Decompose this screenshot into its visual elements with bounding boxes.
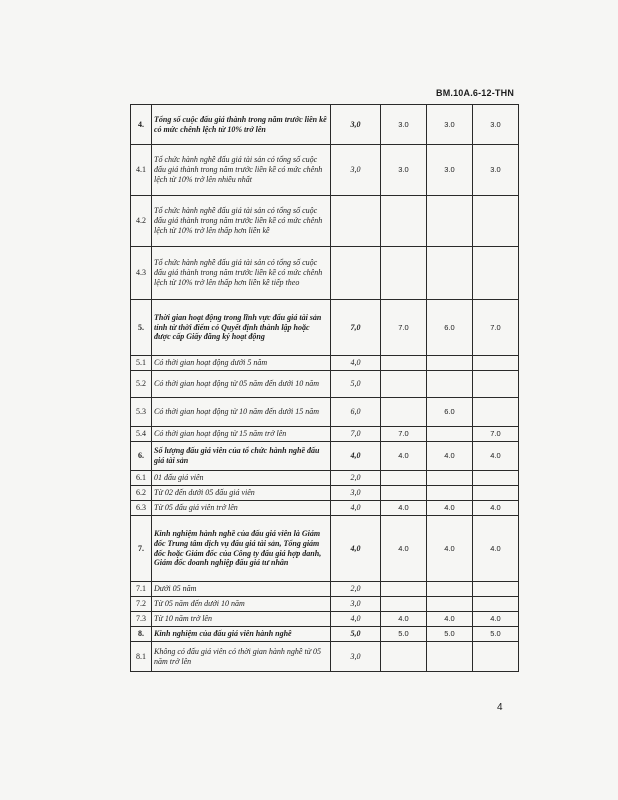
score-cell-3 bbox=[473, 582, 519, 597]
score-cell-3: 4.0 bbox=[473, 442, 519, 471]
score-cell-2 bbox=[427, 371, 473, 398]
criterion-cell: Tổ chức hành nghề đấu giá tài sản có tổng số cuộc đấu giá thành trong năm trước liền kề có mức chênh lệch từ 10% trở lên thấp hơn liền kề bbox=[152, 196, 331, 247]
criterion-cell: Tổ chức hành nghề đấu giá tài sản có tổng số cuộc đấu giá thành trong năm trước liền kề có mức chênh lệch từ 10% trở lên nhiều nhất bbox=[152, 145, 331, 196]
row-number-cell: 6.1 bbox=[131, 471, 152, 486]
table-row bbox=[131, 471, 519, 486]
score-cell-2: 4.0 bbox=[427, 501, 473, 516]
table-row bbox=[131, 371, 519, 398]
score-cell-1 bbox=[381, 398, 427, 427]
score-cell-1: 7.0 bbox=[381, 300, 427, 356]
score-cell-1 bbox=[381, 247, 427, 300]
score-cell-3 bbox=[473, 471, 519, 486]
row-number-cell: 4. bbox=[131, 105, 152, 145]
max-score-cell: 3,0 bbox=[331, 486, 381, 501]
criterion-cell: Có thời gian hoạt động từ 15 năm trở lên bbox=[152, 427, 331, 442]
row-number-cell: 7.1 bbox=[131, 582, 152, 597]
score-cell-2 bbox=[427, 642, 473, 672]
score-cell-1 bbox=[381, 486, 427, 501]
row-number-cell: 6.3 bbox=[131, 501, 152, 516]
criterion-cell: Kinh nghiệm của đấu giá viên hành nghề bbox=[152, 627, 331, 642]
max-score-cell: 6,0 bbox=[331, 398, 381, 427]
score-cell-2 bbox=[427, 196, 473, 247]
table-row bbox=[131, 105, 519, 145]
criterion-cell: Tổng số cuộc đấu giá thành trong năm trước liền kề có mức chênh lệch từ 10% trở lên bbox=[152, 105, 331, 145]
row-number-cell: 6.2 bbox=[131, 486, 152, 501]
max-score-cell: 4,0 bbox=[331, 356, 381, 371]
criterion-cell: Từ 10 năm trở lên bbox=[152, 612, 331, 627]
max-score-cell: 5,0 bbox=[331, 627, 381, 642]
score-cell-3 bbox=[473, 486, 519, 501]
table-row bbox=[131, 398, 519, 427]
max-score-cell: 3,0 bbox=[331, 145, 381, 196]
row-number-cell: 8.1 bbox=[131, 642, 152, 672]
score-cell-3 bbox=[473, 642, 519, 672]
criterion-cell: Kinh nghiệm hành nghề của đấu giá viên là Giám đốc Trung tâm dịch vụ đấu giá tài sản, Tổng giám đốc hoặc Giám đốc của Công ty đấu giá hợp danh, Giám đốc doanh nghiệp đấu giá tư nhân bbox=[152, 516, 331, 582]
document-code: BM.10A.6-12-THN bbox=[436, 88, 515, 98]
score-cell-1 bbox=[381, 582, 427, 597]
score-cell-3: 4.0 bbox=[473, 612, 519, 627]
score-cell-2: 6.0 bbox=[427, 398, 473, 427]
max-score-cell: 4,0 bbox=[331, 612, 381, 627]
score-cell-1: 4.0 bbox=[381, 612, 427, 627]
score-cell-2 bbox=[427, 356, 473, 371]
criterion-cell: Từ 05 đấu giá viên trở lên bbox=[152, 501, 331, 516]
row-number-cell: 8. bbox=[131, 627, 152, 642]
score-cell-2: 4.0 bbox=[427, 612, 473, 627]
score-cell-3: 5.0 bbox=[473, 627, 519, 642]
max-score-cell: 3,0 bbox=[331, 105, 381, 145]
score-cell-1 bbox=[381, 642, 427, 672]
table-row bbox=[131, 642, 519, 672]
criterion-cell: Có thời gian hoạt động từ 10 năm đến dưới 15 năm bbox=[152, 398, 331, 427]
max-score-cell: 2,0 bbox=[331, 471, 381, 486]
score-cell-2: 3.0 bbox=[427, 145, 473, 196]
score-cell-2 bbox=[427, 597, 473, 612]
score-cell-3 bbox=[473, 597, 519, 612]
score-cell-2 bbox=[427, 582, 473, 597]
score-cell-1: 4.0 bbox=[381, 442, 427, 471]
max-score-cell: 3,0 bbox=[331, 597, 381, 612]
table-row bbox=[131, 582, 519, 597]
table-row bbox=[131, 501, 519, 516]
table-row bbox=[131, 196, 519, 247]
criterion-cell: Số lượng đấu giá viên của tổ chức hành nghề đấu giá tài sản bbox=[152, 442, 331, 471]
table-row bbox=[131, 300, 519, 356]
criterion-cell: Có thời gian hoạt động dưới 5 năm bbox=[152, 356, 331, 371]
criterion-cell: 01 đấu giá viên bbox=[152, 471, 331, 486]
score-cell-3 bbox=[473, 247, 519, 300]
score-cell-1: 3.0 bbox=[381, 105, 427, 145]
score-cell-1: 4.0 bbox=[381, 516, 427, 582]
table-row bbox=[131, 486, 519, 501]
score-cell-3 bbox=[473, 398, 519, 427]
score-cell-3: 7.0 bbox=[473, 427, 519, 442]
max-score-cell: 2,0 bbox=[331, 582, 381, 597]
criterion-cell: Từ 05 năm đến dưới 10 năm bbox=[152, 597, 331, 612]
max-score-cell: 7,0 bbox=[331, 427, 381, 442]
score-cell-3: 4.0 bbox=[473, 516, 519, 582]
row-number-cell: 7.2 bbox=[131, 597, 152, 612]
score-cell-3 bbox=[473, 196, 519, 247]
criterion-cell: Có thời gian hoạt động từ 05 năm đến dưới 10 năm bbox=[152, 371, 331, 398]
score-cell-1 bbox=[381, 597, 427, 612]
max-score-cell bbox=[331, 196, 381, 247]
max-score-cell: 5,0 bbox=[331, 371, 381, 398]
score-cell-2 bbox=[427, 471, 473, 486]
table-row bbox=[131, 427, 519, 442]
score-cell-3: 3.0 bbox=[473, 145, 519, 196]
score-cell-2: 5.0 bbox=[427, 627, 473, 642]
score-cell-2 bbox=[427, 486, 473, 501]
score-cell-1: 4.0 bbox=[381, 501, 427, 516]
score-cell-3 bbox=[473, 371, 519, 398]
page-number: 4 bbox=[497, 702, 503, 713]
max-score-cell: 4,0 bbox=[331, 442, 381, 471]
table-row bbox=[131, 516, 519, 582]
score-cell-2 bbox=[427, 247, 473, 300]
row-number-cell: 7. bbox=[131, 516, 152, 582]
row-number-cell: 4.3 bbox=[131, 247, 152, 300]
table-row bbox=[131, 612, 519, 627]
score-cell-3 bbox=[473, 356, 519, 371]
row-number-cell: 4.1 bbox=[131, 145, 152, 196]
score-cell-3: 7.0 bbox=[473, 300, 519, 356]
row-number-cell: 6. bbox=[131, 442, 152, 471]
scoring-table bbox=[130, 104, 519, 672]
row-number-cell: 5.2 bbox=[131, 371, 152, 398]
table-row bbox=[131, 442, 519, 471]
criterion-cell: Từ 02 đến dưới 05 đấu giá viên bbox=[152, 486, 331, 501]
score-cell-2: 4.0 bbox=[427, 442, 473, 471]
table-row bbox=[131, 356, 519, 371]
scoring-table-body bbox=[131, 105, 519, 672]
row-number-cell: 7.3 bbox=[131, 612, 152, 627]
max-score-cell: 3,0 bbox=[331, 642, 381, 672]
max-score-cell: 4,0 bbox=[331, 501, 381, 516]
row-number-cell: 4.2 bbox=[131, 196, 152, 247]
score-cell-1 bbox=[381, 356, 427, 371]
score-cell-1: 3.0 bbox=[381, 145, 427, 196]
score-cell-3: 4.0 bbox=[473, 501, 519, 516]
score-cell-1: 7.0 bbox=[381, 427, 427, 442]
table-row bbox=[131, 247, 519, 300]
score-cell-2: 6.0 bbox=[427, 300, 473, 356]
score-cell-1 bbox=[381, 471, 427, 486]
score-cell-1 bbox=[381, 371, 427, 398]
table-row bbox=[131, 627, 519, 642]
criterion-cell: Không có đấu giá viên có thời gian hành nghề từ 05 năm trở lên bbox=[152, 642, 331, 672]
score-cell-3: 3.0 bbox=[473, 105, 519, 145]
score-cell-1: 5.0 bbox=[381, 627, 427, 642]
criterion-cell: Tổ chức hành nghề đấu giá tài sản có tổng số cuộc đấu giá thành trong năm trước liền kề có mức chênh lệch từ 10% trở lên thấp hơn liền kề tiếp theo bbox=[152, 247, 331, 300]
row-number-cell: 5.1 bbox=[131, 356, 152, 371]
max-score-cell: 4,0 bbox=[331, 516, 381, 582]
score-cell-1 bbox=[381, 196, 427, 247]
criterion-cell: Dưới 05 năm bbox=[152, 582, 331, 597]
table-row bbox=[131, 145, 519, 196]
row-number-cell: 5. bbox=[131, 300, 152, 356]
max-score-cell: 7,0 bbox=[331, 300, 381, 356]
criterion-cell: Thời gian hoạt động trong lĩnh vực đấu giá tài sản tính từ thời điểm có Quyết định thành lập hoặc được cấp Giấy đăng ký hoạt động bbox=[152, 300, 331, 356]
row-number-cell: 5.3 bbox=[131, 398, 152, 427]
max-score-cell bbox=[331, 247, 381, 300]
score-cell-2: 3.0 bbox=[427, 105, 473, 145]
table-row bbox=[131, 597, 519, 612]
row-number-cell: 5.4 bbox=[131, 427, 152, 442]
score-cell-2: 4.0 bbox=[427, 516, 473, 582]
score-cell-2 bbox=[427, 427, 473, 442]
